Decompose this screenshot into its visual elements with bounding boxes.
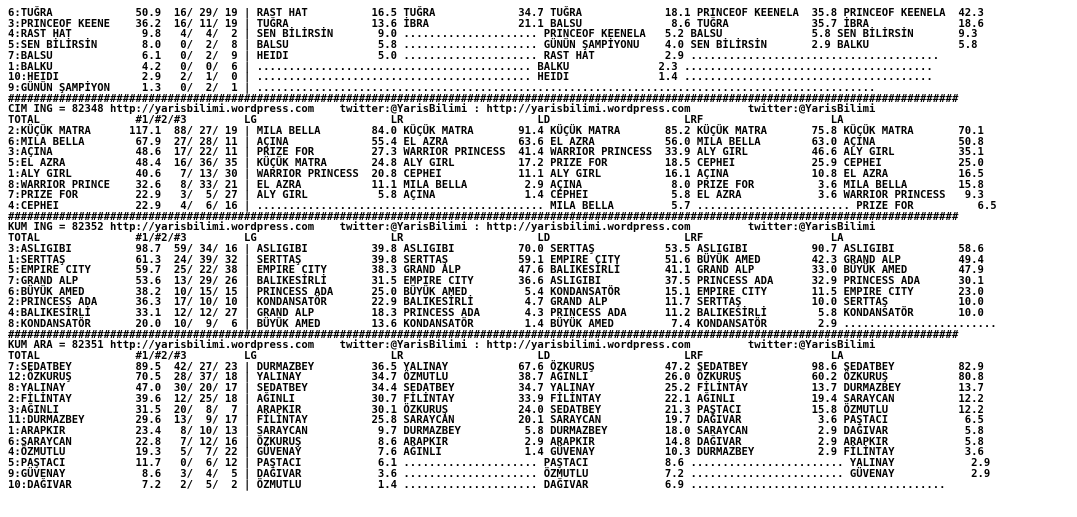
text-line: 10:HEIDI 2.9 2/ 1/ 0 | ........................................... HEIDI 1.4 ....................................... — [8, 71, 933, 84]
text-line: CIM ING = 82348 http://yarisbilimi.wordpress.com twitter:@YarisBilimi : http://yarisbilimi.wordpress.com twitter:@YarisBilimi — [8, 103, 876, 116]
text-line: 5:SEN BİLİRSİN 8.0 0/ 2/ 8 | BALSU 5.8 ..................... GÜNÜN ŞAMPİYONU 4.0 SEN BİLİRSİN 2.9 BALKU 5.8 — [8, 39, 978, 52]
text-line: 3:AÇINA 48.6 17/ 22/ 11 | PRIZE FOR 27.3 WARRIOR PRINCESS 41.4 WARRIOR PRINCESS 33.9 ALY GIRL 46.6 ALY GIRL 35.1 — [8, 146, 984, 159]
text-line: 9:GÜNÜN ŞAMPİYON 1.3 0/ 2/ 1 | ................................................................................................. — [8, 82, 876, 95]
text-line: ##################################################################################################################################################### — [8, 210, 959, 223]
text-line: 5:PAŞTACI 11.7 0/ 6/ 12 | PAŞTACI 6.1 ..................... PAŞTACI 8.6 ........................ YALINAY 2.9 — [8, 457, 991, 470]
text-line: 6:BÜYÜK AMED 38.2 10/ 15/ 15 | PRINCESS ADA 25.0 BÜYÜK AMED 5.4 KONDANSATÖR 15.1 EMPIRE CITY 11.5 EMPIRE CITY 23.0 — [8, 285, 984, 298]
text-line: ##################################################################################################################################################### — [8, 328, 959, 341]
text-line: 6:MILA BELLA 67.9 27/ 28/ 11 | AÇINA 55.4 EL AZRA 63.6 EL AZRA 56.0 MILA BELLA 63.0 AÇINA 50.8 — [8, 135, 984, 148]
text-line: 9:GÜVENAY 8.6 3/ 4/ 5 | DAĞIVAR 3.6 ..................... ÖZMUTLU 7.2 ........................ GÜVENAY 2.9 — [8, 467, 991, 480]
text-line: 7:PRIZE FOR 22.9 3/ 5/ 27 | ALY GIRL 5.8 AÇINA 1.4 CEPHEI 5.8 EL AZRA 3.6 WARRIOR PRINCESS 9.3 — [8, 189, 984, 202]
text-line: 4:CEPHEI 22.9 4/ 6/ 16 | ............................................. MILA BELLA 5.7 ........................ PRIZE FOR 6.5 — [8, 199, 997, 212]
text-line: 10:DAĞIVAR 7.2 2/ 5/ 2 | ÖZMUTLU 1.4 ..................... DAĞIVAR 6.9 ........................................ — [8, 478, 946, 491]
text-line: ##################################################################################################################################################### — [8, 92, 959, 105]
text-line: 6:TUĞRA 50.9 16/ 29/ 19 | RAST HAT 16.5 TUĞRA 34.7 TUĞRA 18.1 PRINCEOF KEENELA 35.8 PRINCEOF KEENELA 42.3 — [8, 7, 984, 19]
text-line: 4:ÖZMUTLU 19.3 5/ 7/ 22 | GÜVENAY 7.6 AĞINLI 1.4 GÜVENAY 10.3 DURMAZBEY 2.9 FİLİNTAY 3.6 — [8, 446, 984, 459]
text-line: 6:SARAYCAN 22.8 7/ 12/ 16 | ÖZKURUŞ 8.6 ARAPKIR 2.9 ARAPKIR 14.8 DAĞIVAR 2.9 ARAPKIR 5.8 — [8, 435, 984, 448]
text-line: 1:ALY GIRL 40.6 7/ 13/ 30 | WARRIOR PRINCESS 20.8 CEPHEI 11.1 ALY GIRL 16.1 AÇINA 10.8 EL AZRA 16.5 — [8, 167, 984, 180]
text-line: 3:AĞINLI 31.5 20/ 8/ 7 | ARAPKIR 30.1 ÖZKURUŞ 24.0 SEDATBEY 21.3 PAŞTACI 15.8 ÖZMUTLU 12.2 — [8, 403, 984, 416]
text-line: 12:ÖZKURUŞ 70.5 28/ 37/ 18 | YALINAY 34.7 ÖZMUTLU 38.7 AĞINLI 26.0 ÖZKURUŞ 60.2 ÖZKURUŞ 80.8 — [8, 371, 984, 384]
text-line: KUM ING = 82352 http://yarisbilimi.wordpress.com twitter:@YarisBilimi : http://yarisbilimi.wordpress.com twitter:@YarisBilimi — [8, 221, 876, 234]
text-line: 1:BALKU 4.2 0/ 0/ 6 | ........................................... BALKU 2.3 ....................................... — [8, 60, 933, 73]
text-line: 4:BALIKESİRLİ 33.1 12/ 12/ 27 | GRAND ALP 18.3 PRINCESS ADA 4.3 PRINCESS ADA 11.2 BALIKESİRLİ 5.8 KONDANSATÖR 10.0 — [8, 307, 984, 320]
text-line: 3:ASLIGIBI 98.7 59/ 34/ 16 | ASLIGIBI 39.8 ASLIGIBI 70.0 SERTTAŞ 53.5 ASLIGIBI 90.7 ASLIGIBI 58.6 — [8, 242, 984, 255]
text-line: TOTAL #1/#2/#3 LG LR LD LRF LA — [8, 232, 844, 245]
text-line: 1:ARAPKIR 23.4 8/ 10/ 13 | SARAYCAN 9.7 DURMAZBEY 5.8 DURMAZBEY 18.0 SARAYCAN 2.9 DAĞIVAR 5.8 — [8, 425, 984, 438]
text-line: 3:PRINCEOF KEENE 36.2 16/ 11/ 19 | TUĞRA 13.6 İBRA 21.1 BALSU 8.6 TUĞRA 35.7 İBRA 18.6 — [8, 17, 984, 30]
text-line: 7:SEDATBEY 89.5 42/ 27/ 23 | DURMAZBEY 36.5 YALINAY 67.6 ÖZKURUŞ 47.2 SEDATBEY 98.6 SEDATBEY 82.9 — [8, 360, 984, 373]
text-line: TOTAL #1/#2/#3 LG LR LD LRF LA — [8, 350, 844, 362]
text-line: 2:PRINCESS ADA 36.3 17/ 10/ 10 | KONDANSATÖR 22.9 BALIKESİRLİ 4.7 GRAND ALP 11.7 SERTTAŞ 10.0 SERTTAŞ 10.0 — [8, 296, 984, 309]
text-line: 11:DURMAZBEY 29.6 13/ 9/ 17 | FİLİNTAY 25.8 SARAYCAN 20.1 SARAYCAN 19.7 DAĞIVAR 3.6 PAŞTACI 6.5 — [8, 414, 984, 427]
text-line: 4:RAST HAT 9.8 4/ 4/ 2 | SEN BİLİRSİN 9.0 ..................... PRINCEOF KEENELA 5.2 BALSU 5.8 SEN BİLİRSİN 9.3 — [8, 28, 978, 41]
text-line: KUM ARA = 82351 http://yarisbilimi.wordpress.com twitter:@YarisBilimi : http://yarisbilimi.wordpress.com twitter:@YarisBilimi — [8, 339, 876, 352]
text-line: 7:BALSU 6.1 0/ 2/ 9 | HEIDI 5.0 ..................... RAST HAT 2.9 ....................................... — [8, 49, 940, 62]
text-line: 8:KONDANSATÖR 20.0 10/ 9/ 6 | BÜYÜK AMED 13.6 KONDANSATÖR 1.4 BÜYÜK AMED 7.4 KONDANSATÖR 2.9 ........................ — [8, 317, 997, 330]
text-line: 8:WARRIOR PRINCE 32.6 8/ 33/ 21 | EL AZRA 11.1 MILA BELLA 2.9 AÇINA 8.0 PRIZE FOR 3.6 MILA BELLA 15.8 — [8, 178, 984, 191]
text-line: 2:FİLİNTAY 39.6 12/ 25/ 18 | AĞINLI 30.7 FİLİNTAY 33.9 FİLİNTAY 22.1 AĞINLI 19.4 SARAYCAN 12.2 — [8, 392, 984, 405]
text-line: 5:EL AZRA 48.4 16/ 36/ 35 | KÜÇÜK MATRA 24.8 ALY GIRL 17.2 PRIZE FOR 18.5 CEPHEI 25.9 CEPHEI 25.0 — [8, 157, 984, 170]
text-line: 2:KÜÇÜK MATRA 117.1 88/ 27/ 19 | MILA BELLA 84.0 KÜÇÜK MATRA 91.4 KÜÇÜK MATRA 85.2 KÜÇÜK MATRA 75.8 KÜÇÜK MATRA 70.1 — [8, 124, 984, 137]
text-line: 7:GRAND ALP 53.6 13/ 29/ 26 | BALIKESİRLİ 31.5 EMPIRE CITY 36.6 ASLIGIBI 37.5 PRINCESS ADA 32.9 PRINCESS ADA 30.1 — [8, 274, 984, 287]
text-line: 5:EMPIRE CITY 59.7 25/ 22/ 38 | EMPIRE CITY 38.3 GRAND ALP 47.6 BALIKESİRLİ 41.1 GRAND ALP 33.0 BÜYÜK AMED 47.9 — [8, 264, 984, 277]
text-line: 8:YALINAY 47.0 30/ 20/ 17 | SEDATBEY 34.4 SEDATBEY 34.7 YALINAY 25.2 FİLİNTAY 13.7 DURMAZBEY 13.7 — [8, 382, 984, 395]
text-line: TOTAL #1/#2/#3 LG LR LD LRF LA — [8, 114, 844, 127]
text-line: 1:SERTTAŞ 61.3 24/ 39/ 32 | SERTTAŞ 39.8 SERTTAŞ 59.1 EMPIRE CITY 51.6 BÜYÜK AMED 42.3 GRAND ALP 49.4 — [8, 253, 984, 266]
